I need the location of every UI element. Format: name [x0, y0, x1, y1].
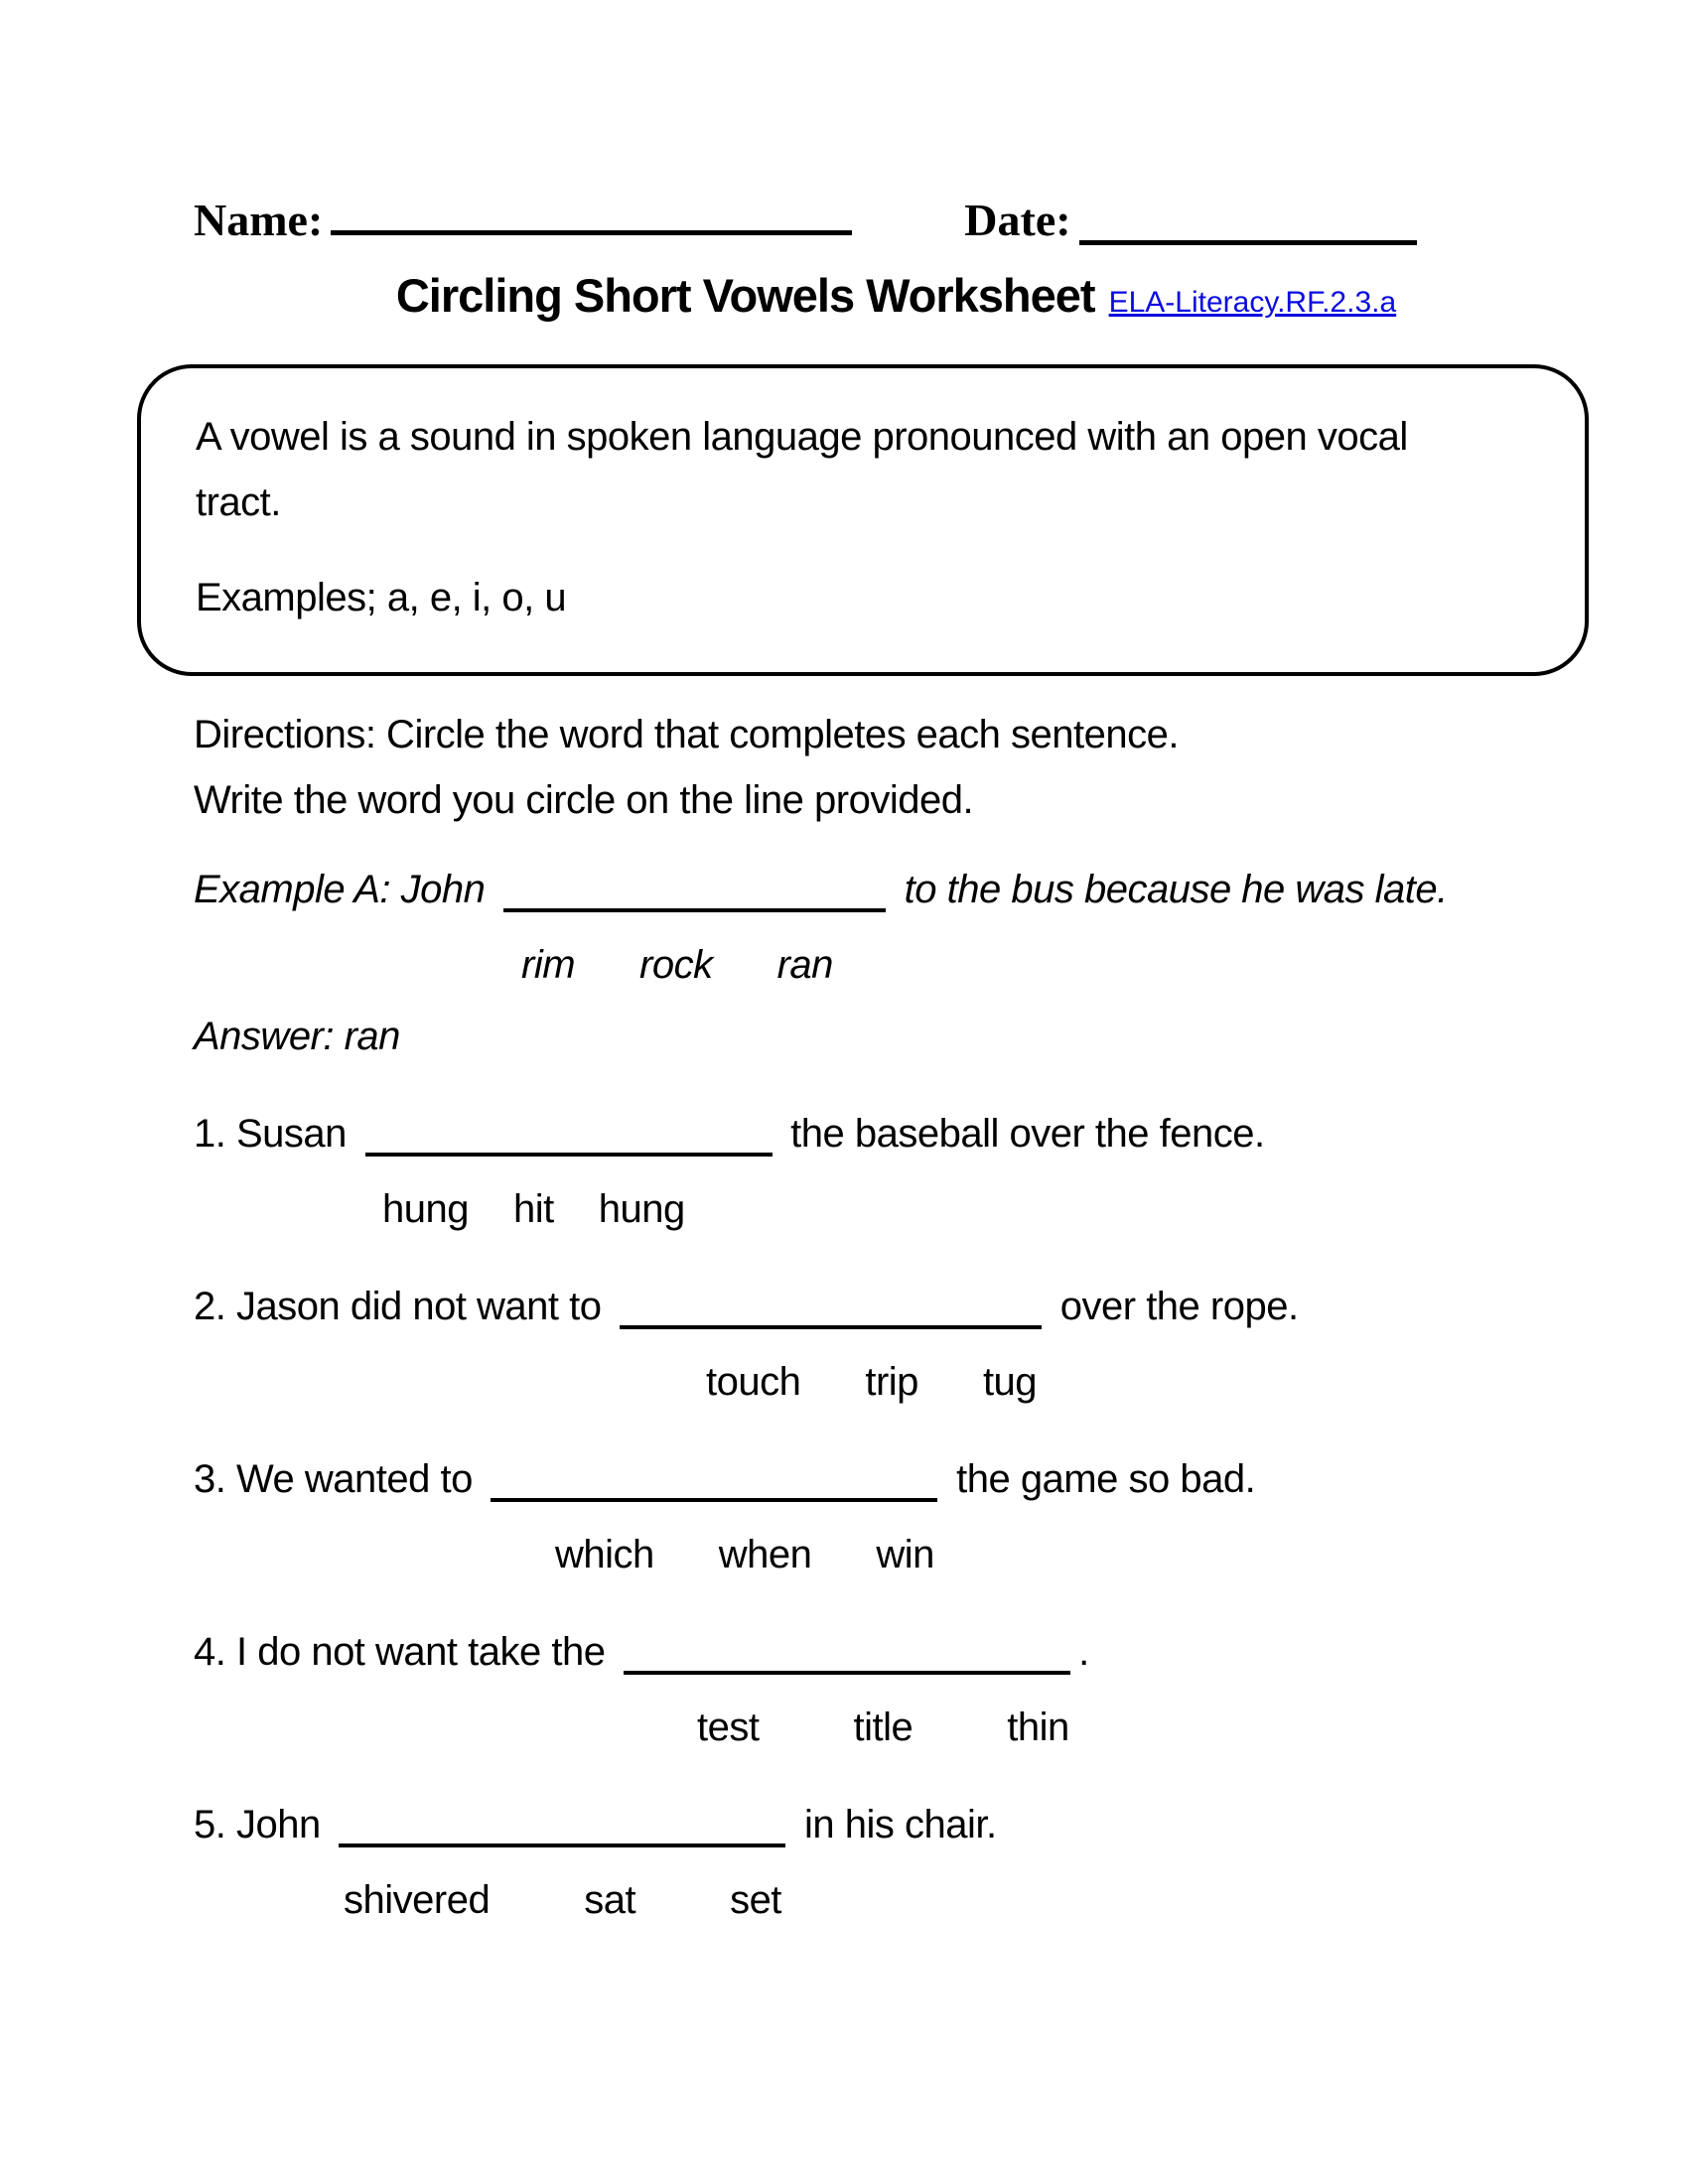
- date-field: [964, 194, 1424, 246]
- question-sentence: [194, 1276, 1599, 1337]
- question-before-text: John: [235, 1803, 321, 1846]
- example-choices: [194, 934, 1599, 996]
- answer-blank-line: [339, 1843, 785, 1847]
- choice-word: hung: [598, 1187, 685, 1231]
- question-sentence: [194, 1621, 1599, 1683]
- question-sentence: [194, 1103, 1599, 1164]
- question-number: 1.: [194, 1112, 226, 1156]
- date-blank-line: [1079, 240, 1417, 245]
- answer-blank-line: [620, 1325, 1042, 1329]
- answer-blank-line: [365, 1153, 773, 1157]
- choice-word: set: [730, 1878, 781, 1922]
- question-5: [194, 1794, 1599, 1931]
- question-after-text: the baseball over the fence.: [790, 1112, 1265, 1156]
- name-date-row: [194, 194, 1599, 246]
- example-blank-line: [503, 908, 886, 912]
- question-choices: [194, 1697, 1599, 1758]
- name-blank-line: [331, 230, 852, 235]
- choice-word: which: [555, 1533, 654, 1576]
- question-number: 2.: [194, 1285, 226, 1328]
- question-2: [194, 1276, 1599, 1413]
- choice-word: tug: [982, 1360, 1038, 1404]
- choice-word: title: [853, 1706, 914, 1749]
- question-choices: [194, 1351, 1599, 1413]
- choice-word: test: [697, 1706, 760, 1749]
- examples-text: Examples; a, e, i, o, u: [196, 576, 567, 619]
- question-choices: [194, 1178, 1599, 1240]
- question-before-text: Susan: [235, 1112, 347, 1156]
- choice-word: hung: [382, 1187, 469, 1231]
- definition-text: A vowel is a sound in spoken language pronounced with an open vocal tract.: [196, 415, 1408, 524]
- example-suffix: to the bus because he was late.: [904, 868, 1448, 911]
- question-choices: [194, 1869, 1599, 1931]
- question-number: 4.: [194, 1630, 226, 1674]
- question-number: 5.: [194, 1803, 226, 1846]
- example-answer: Answer: ran: [194, 1015, 400, 1058]
- answer-blank-line: [491, 1498, 937, 1502]
- question-after-text: the game so bad.: [956, 1457, 1256, 1501]
- choice-word: rock: [639, 943, 713, 987]
- definition-box: [137, 364, 1589, 676]
- question-number: 3.: [194, 1457, 226, 1501]
- title-row: [194, 268, 1599, 323]
- date-label: Date:: [964, 195, 1071, 245]
- question-after-text: in his chair.: [803, 1803, 997, 1846]
- choice-word: when: [718, 1533, 812, 1576]
- question-sentence: [194, 1448, 1599, 1510]
- choice-word: sat: [584, 1878, 636, 1922]
- standard-link[interactable]: ELA-Literacy.RF.2.3.a: [1108, 286, 1397, 319]
- example-prefix: Example A: John: [194, 868, 486, 911]
- choice-word: shivered: [344, 1878, 491, 1922]
- directions: [194, 702, 1599, 833]
- choice-word: win: [876, 1533, 934, 1576]
- question-before-text: Jason did not want to: [235, 1285, 602, 1328]
- question-4: [194, 1621, 1599, 1758]
- page-title: Circling Short Vowels Worksheet: [395, 269, 1095, 322]
- question-1: [194, 1103, 1599, 1240]
- example-sentence: [194, 859, 1599, 920]
- question-sentence: [194, 1794, 1599, 1855]
- answer-blank-line: [624, 1671, 1070, 1675]
- name-label: Name:: [194, 195, 324, 245]
- question-after-text: over the rope.: [1059, 1285, 1299, 1328]
- choice-word: hit: [512, 1187, 554, 1231]
- questions-list: [194, 1103, 1599, 1931]
- choice-word: trip: [865, 1360, 918, 1404]
- question-3: [194, 1448, 1599, 1585]
- choice-word: thin: [1007, 1706, 1069, 1749]
- question-before-text: I do not want take the: [235, 1630, 606, 1674]
- question-before-text: We wanted to: [235, 1457, 473, 1501]
- directions-line-1: Directions: Circle the word that completes each sentence.: [194, 713, 1179, 756]
- question-choices: [194, 1524, 1599, 1585]
- choice-word: ran: [776, 943, 833, 987]
- directions-line-2: Write the word you circle on the line provided.: [194, 778, 974, 822]
- choice-word: touch: [706, 1360, 801, 1404]
- choice-word: rim: [521, 943, 576, 987]
- question-after-text: .: [1078, 1630, 1089, 1674]
- example-section: [194, 859, 1599, 1067]
